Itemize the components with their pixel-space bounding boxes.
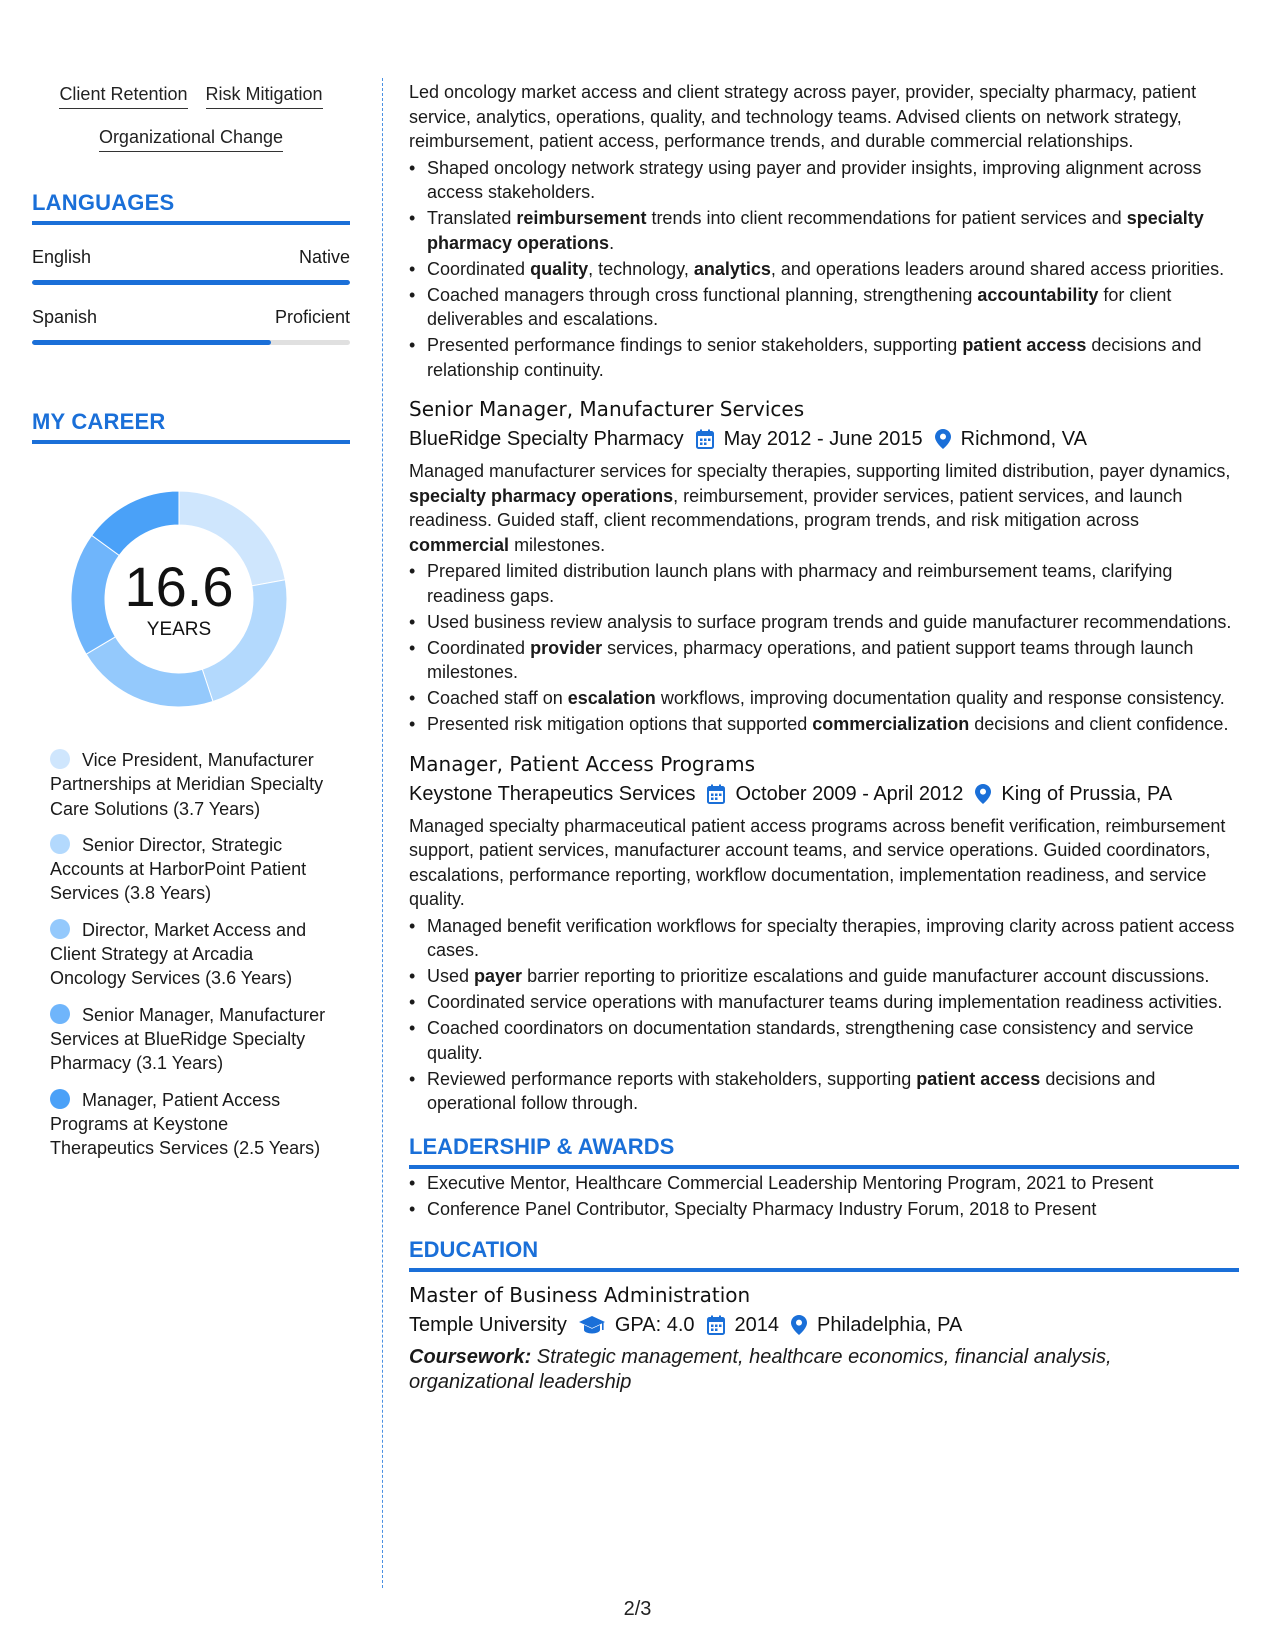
language-name: Spanish — [32, 307, 98, 327]
bullet-item: • Shaped oncology network strategy using payer and provider insights, improving alignment across access stakeholders. — [409, 156, 1239, 205]
school-name: Temple University — [409, 1314, 567, 1336]
legend-dot — [50, 749, 70, 769]
job-bullets — [409, 914, 1239, 1116]
company-name: BlueRidge Specialty Pharmacy — [409, 428, 684, 450]
career-legend-label: Director, Market Access and Client Strategy at Arcadia Oncology Services (3.6 Years) — [50, 919, 307, 989]
job-description: Managed manufacturer services for specialty therapies, supporting limited distribution, payer dynamics, specialty pharmacy operations, reimbursement, provider services, patient services, and launch readiness. Guided staff, client recommendations, program trends, and risk mitigation across commercial milestones. — [409, 461, 1231, 555]
bullet-item: • Coached managers through cross functional planning, strengthening accountability for client deliverables and escalations. — [409, 283, 1239, 332]
job-meta — [409, 425, 1239, 453]
job-bullets — [409, 156, 1239, 383]
bullet-item: • Translated reimbursement trends into client recommendations for patient services and specialty pharmacy operations. — [409, 206, 1239, 255]
school-location: Philadelphia, PA — [817, 1314, 963, 1336]
job-bullets — [409, 559, 1239, 737]
location-pin-icon — [975, 784, 991, 804]
donut-center — [64, 484, 294, 714]
career-legend-label: Senior Director, Strategic Accounts at HarborPoint Patient Services (3.8 Years) — [50, 834, 307, 904]
page-number: 2/3 — [623, 1598, 652, 1620]
job-description: Managed specialty pharmaceutical patient access programs across benefit verification, reimbursement support, patient services, manufacturer account teams, and service operations. Guided coordinators, escalations, performance reporting, workflow documentation, implementation readiness, and service quality. — [409, 815, 1226, 909]
legend-dot — [50, 1089, 70, 1109]
job-meta — [409, 780, 1239, 808]
job-location: King of Prussia, PA — [1001, 782, 1173, 805]
career-legend-label: Vice President, Manufacturer Partnerships at Meridian Specialty Care Solutions (3.7 Years) — [50, 750, 324, 819]
career-legend-item — [50, 1003, 330, 1076]
coursework: Coursework: Strategic management, healthcare economics, financial analysis, organizational leadership — [409, 1346, 1112, 1393]
graduation-cap-icon — [579, 1315, 605, 1335]
sidebar — [32, 82, 350, 1172]
skill-tag: Organizational Change — [99, 125, 283, 152]
skills-list — [32, 82, 350, 152]
language-name: English — [32, 247, 92, 267]
job-dates: October 2009 - April 2012 — [735, 782, 964, 805]
legend-dot — [50, 834, 70, 854]
gpa: GPA: 4.0 — [614, 1314, 695, 1336]
skill-tag: Client Retention — [59, 82, 187, 109]
career-legend-label: Senior Manager, Manufacturer Services at BlueRidge Specialty Pharmacy (3.1 Years) — [50, 1004, 326, 1074]
language-level: Proficient — [274, 307, 350, 327]
job-title: Senior Manager, Manufacturer Services — [409, 397, 805, 421]
location-pin-icon — [791, 1315, 807, 1335]
bullet-item: • Coordinated provider services, pharmacy operations, and patient support teams through launch milestones. — [409, 636, 1239, 685]
job-description: Led oncology market access and client strategy across payer, provider, specialty pharmacy, patient service, analytics, operations, quality, and technology teams. Advised clients on network strategy, reimbursement, patient access, performance trends, and durable commercial relationships. — [409, 82, 1197, 151]
calendar-icon — [707, 1315, 725, 1335]
career-legend — [32, 748, 350, 1160]
company-name: Keystone Therapeutics Services — [409, 782, 696, 805]
language-level-bar — [32, 340, 350, 345]
bullet-item: • Prepared limited distribution launch plans with pharmacy and reimbursement teams, clarifying readiness gaps. — [409, 559, 1239, 608]
career-legend-label: Manager, Patient Access Programs at Keystone Therapeutics Services (2.5 Years) — [50, 1089, 321, 1159]
job-location: Richmond, VA — [960, 428, 1087, 450]
bullet-item: • Used business review analysis to surface program trends and guide manufacturer recommendations. — [409, 610, 1239, 635]
career-legend-item — [50, 1088, 330, 1161]
bullet-item: • Presented risk mitigation options that supported commercialization decisions and client confidence. — [409, 712, 1239, 737]
language-item — [32, 305, 350, 345]
bullet-item: • Coordinated service operations with manufacturer teams during implementation readiness activities. — [409, 990, 1239, 1015]
total-years-value: 16.6 — [124, 555, 234, 618]
award-item: • Executive Mentor, Healthcare Commercial Leadership Mentoring Program, 2021 to Present — [409, 1171, 1239, 1196]
education-heading: EDUCATION — [409, 1237, 1239, 1272]
language-item — [32, 245, 350, 285]
bullet-item: • Coached staff on escalation workflows, improving documentation quality and response consistency. — [409, 686, 1239, 711]
column-divider — [382, 78, 383, 1588]
bullet-item: • Reviewed performance reports with stakeholders, supporting patient access decisions and operational follow through. — [409, 1067, 1239, 1116]
calendar-icon — [696, 429, 714, 449]
job-title: Manager, Patient Access Programs — [409, 751, 756, 776]
location-pin-icon — [935, 429, 951, 449]
calendar-icon — [707, 784, 725, 804]
language-level-fill — [32, 340, 271, 345]
main-content — [409, 80, 1239, 1395]
job-dates: May 2012 - June 2015 — [723, 428, 923, 450]
legend-dot — [50, 1004, 70, 1024]
career-donut-chart — [64, 484, 294, 714]
total-years-unit: YEARS — [146, 619, 212, 640]
language-level-bar — [32, 280, 350, 285]
education-meta — [409, 1311, 1239, 1339]
bullet-item: • Presented performance findings to senior stakeholders, supporting patient access decisions and relationship continuity. — [409, 333, 1239, 382]
graduation-year: 2014 — [734, 1314, 779, 1336]
bullet-item: • Coached coordinators on documentation standards, strengthening case consistency and service quality. — [409, 1016, 1239, 1065]
bullet-item: • Coordinated quality, technology, analytics, and operations leaders around shared access priorities. — [409, 257, 1239, 282]
award-item: • Conference Panel Contributor, Specialty Pharmacy Industry Forum, 2018 to Present — [409, 1197, 1239, 1222]
bullet-item: • Used payer barrier reporting to prioritize escalations and guide manufacturer account discussions. — [409, 964, 1239, 989]
career-heading: MY CAREER — [32, 409, 350, 444]
legend-dot — [50, 919, 70, 939]
languages-heading: LANGUAGES — [32, 190, 350, 225]
language-level-fill — [32, 280, 350, 285]
career-legend-item — [50, 918, 330, 991]
awards-heading: LEADERSHIP & AWARDS — [409, 1134, 1239, 1169]
career-legend-item — [50, 748, 330, 821]
skill-tag: Risk Mitigation — [206, 82, 323, 109]
language-level: Native — [298, 247, 350, 267]
bullet-item: • Managed benefit verification workflows for specialty therapies, improving clarity across patient access cases. — [409, 914, 1239, 963]
career-legend-item — [50, 833, 330, 906]
degree-title: Master of Business Administration — [409, 1283, 751, 1307]
awards-list — [409, 1171, 1239, 1222]
